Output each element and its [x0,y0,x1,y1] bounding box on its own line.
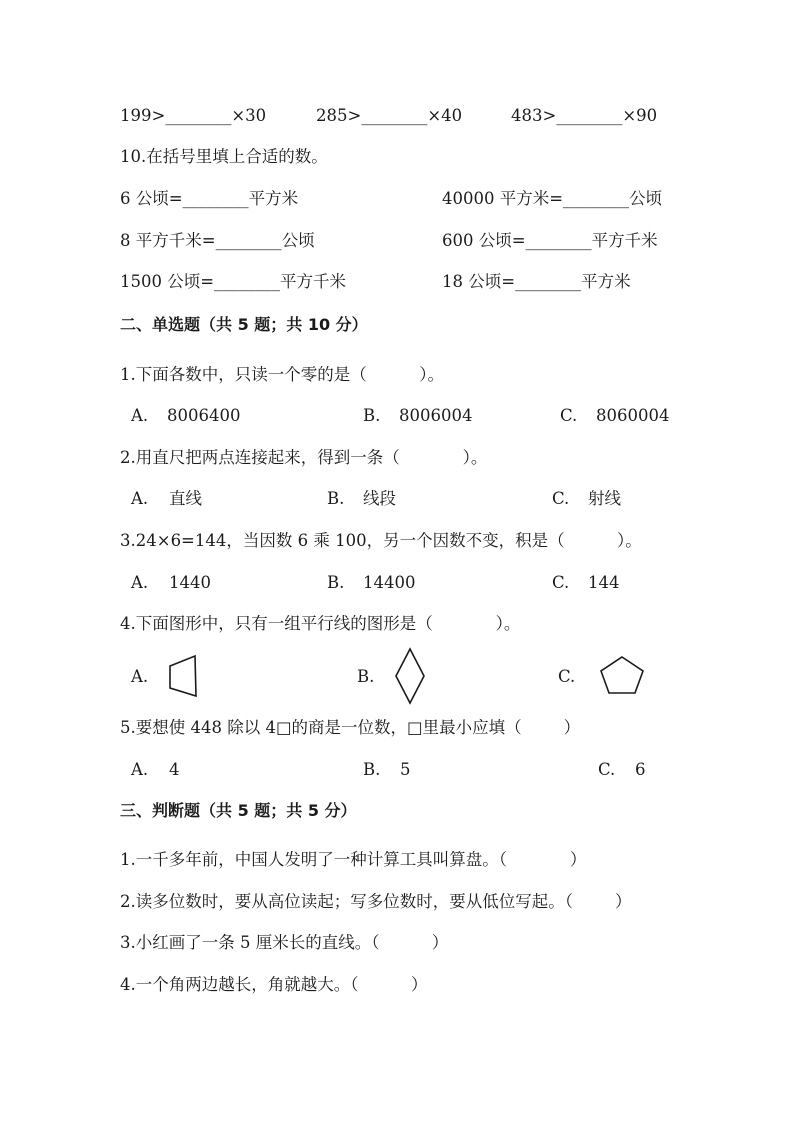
section3-heading: 三、判断题（共 5 题；共 5 分） [120,801,357,820]
s3-q4: 4.一个角两边越长，角就越大。（ ） [120,975,428,994]
s2-q5-option-a-label: A. [131,760,149,779]
q10-item-4: 600 公顷=________平方千米 [442,231,658,250]
s2-q1-option-b-label: B. [363,406,381,425]
s2-q3-option-a-label: A. [131,573,149,592]
q10-item-1: 6 公顷=________平方米 [120,189,299,208]
s2-q2-stem: 2.用直尺把两点连接起来，得到一条（ ）。 [120,448,488,467]
q10-item-2: 40000 平方米=________公顷 [442,189,663,208]
s2-q2-option-b-text: 线段 [363,489,396,508]
s2-q3-option-c-text: 144 [588,573,620,592]
s2-q1-option-a-text: 8006400 [167,406,241,425]
s2-q4-option-a-label: A. [131,667,149,686]
q9-item-3: 483>________×90 [511,106,658,125]
q9-item-1: 199>________×30 [120,106,267,125]
q9-item-2: 285>________×40 [316,106,463,125]
s2-q1-option-a-label: A. [131,406,149,425]
s2-q1-option-c-text: 8060004 [596,406,670,425]
s2-q1-option-b-text: 8006004 [399,406,473,425]
s3-q1: 1.一千多年前，中国人发明了一种计算工具叫算盘。（ ） [120,850,587,869]
s2-q2-option-c-text: 射线 [588,489,621,508]
q10-item-3: 8 平方千米=________公顷 [120,231,315,250]
q10-item-5: 1500 公顷=________平方千米 [120,272,347,291]
rhombus-figure [393,647,427,705]
q10-item-6: 18 公顷=________平方米 [442,272,631,291]
s2-q5-option-b-text: 5 [400,760,411,779]
s2-q5-option-a-text: 4 [169,760,180,779]
s2-q4-stem: 4.下面图形中，只有一组平行线的图形是（ ）。 [120,614,521,633]
s2-q3-option-c-label: C. [552,573,570,592]
s2-q5-option-b-label: B. [363,760,381,779]
s3-q2: 2.读多位数时，要从高位读起；写多位数时，要从低位写起。（ ） [120,892,632,911]
s2-q4-option-c-label: C. [558,667,576,686]
s2-q1-stem: 1.下面各数中，只读一个零的是（ ）。 [120,365,444,384]
s2-q3-stem: 3.24×6=144，当因数 6 乘 100，另一个因数不变，积是（ ）。 [120,531,642,550]
s2-q5-option-c-label: C. [598,760,616,779]
section2-heading: 二、单选题（共 5 题；共 10 分） [120,315,368,334]
s2-q3-option-b-text: 14400 [363,573,416,592]
s2-q3-option-a-text: 1440 [169,573,211,592]
s2-q2-option-b-label: B. [327,489,345,508]
s2-q5-option-c-text: 6 [635,760,646,779]
s2-q1-option-c-label: C. [560,406,578,425]
s3-q3: 3.小红画了一条 5 厘米长的直线。（ ） [120,933,449,952]
s2-q2-option-a-label: A. [131,489,149,508]
s2-q2-option-a-text: 直线 [169,489,202,508]
trapezoid-figure [166,654,200,698]
s2-q3-option-b-label: B. [327,573,345,592]
s2-q4-option-b-label: B. [357,667,375,686]
q10-title: 10.在括号里填上合适的数。 [120,147,328,166]
pentagon-figure [597,654,647,696]
s2-q2-option-c-label: C. [552,489,570,508]
s2-q5-stem: 5.要想使 448 除以 4□的商是一位数，□里最小应填（ ） [120,718,581,737]
